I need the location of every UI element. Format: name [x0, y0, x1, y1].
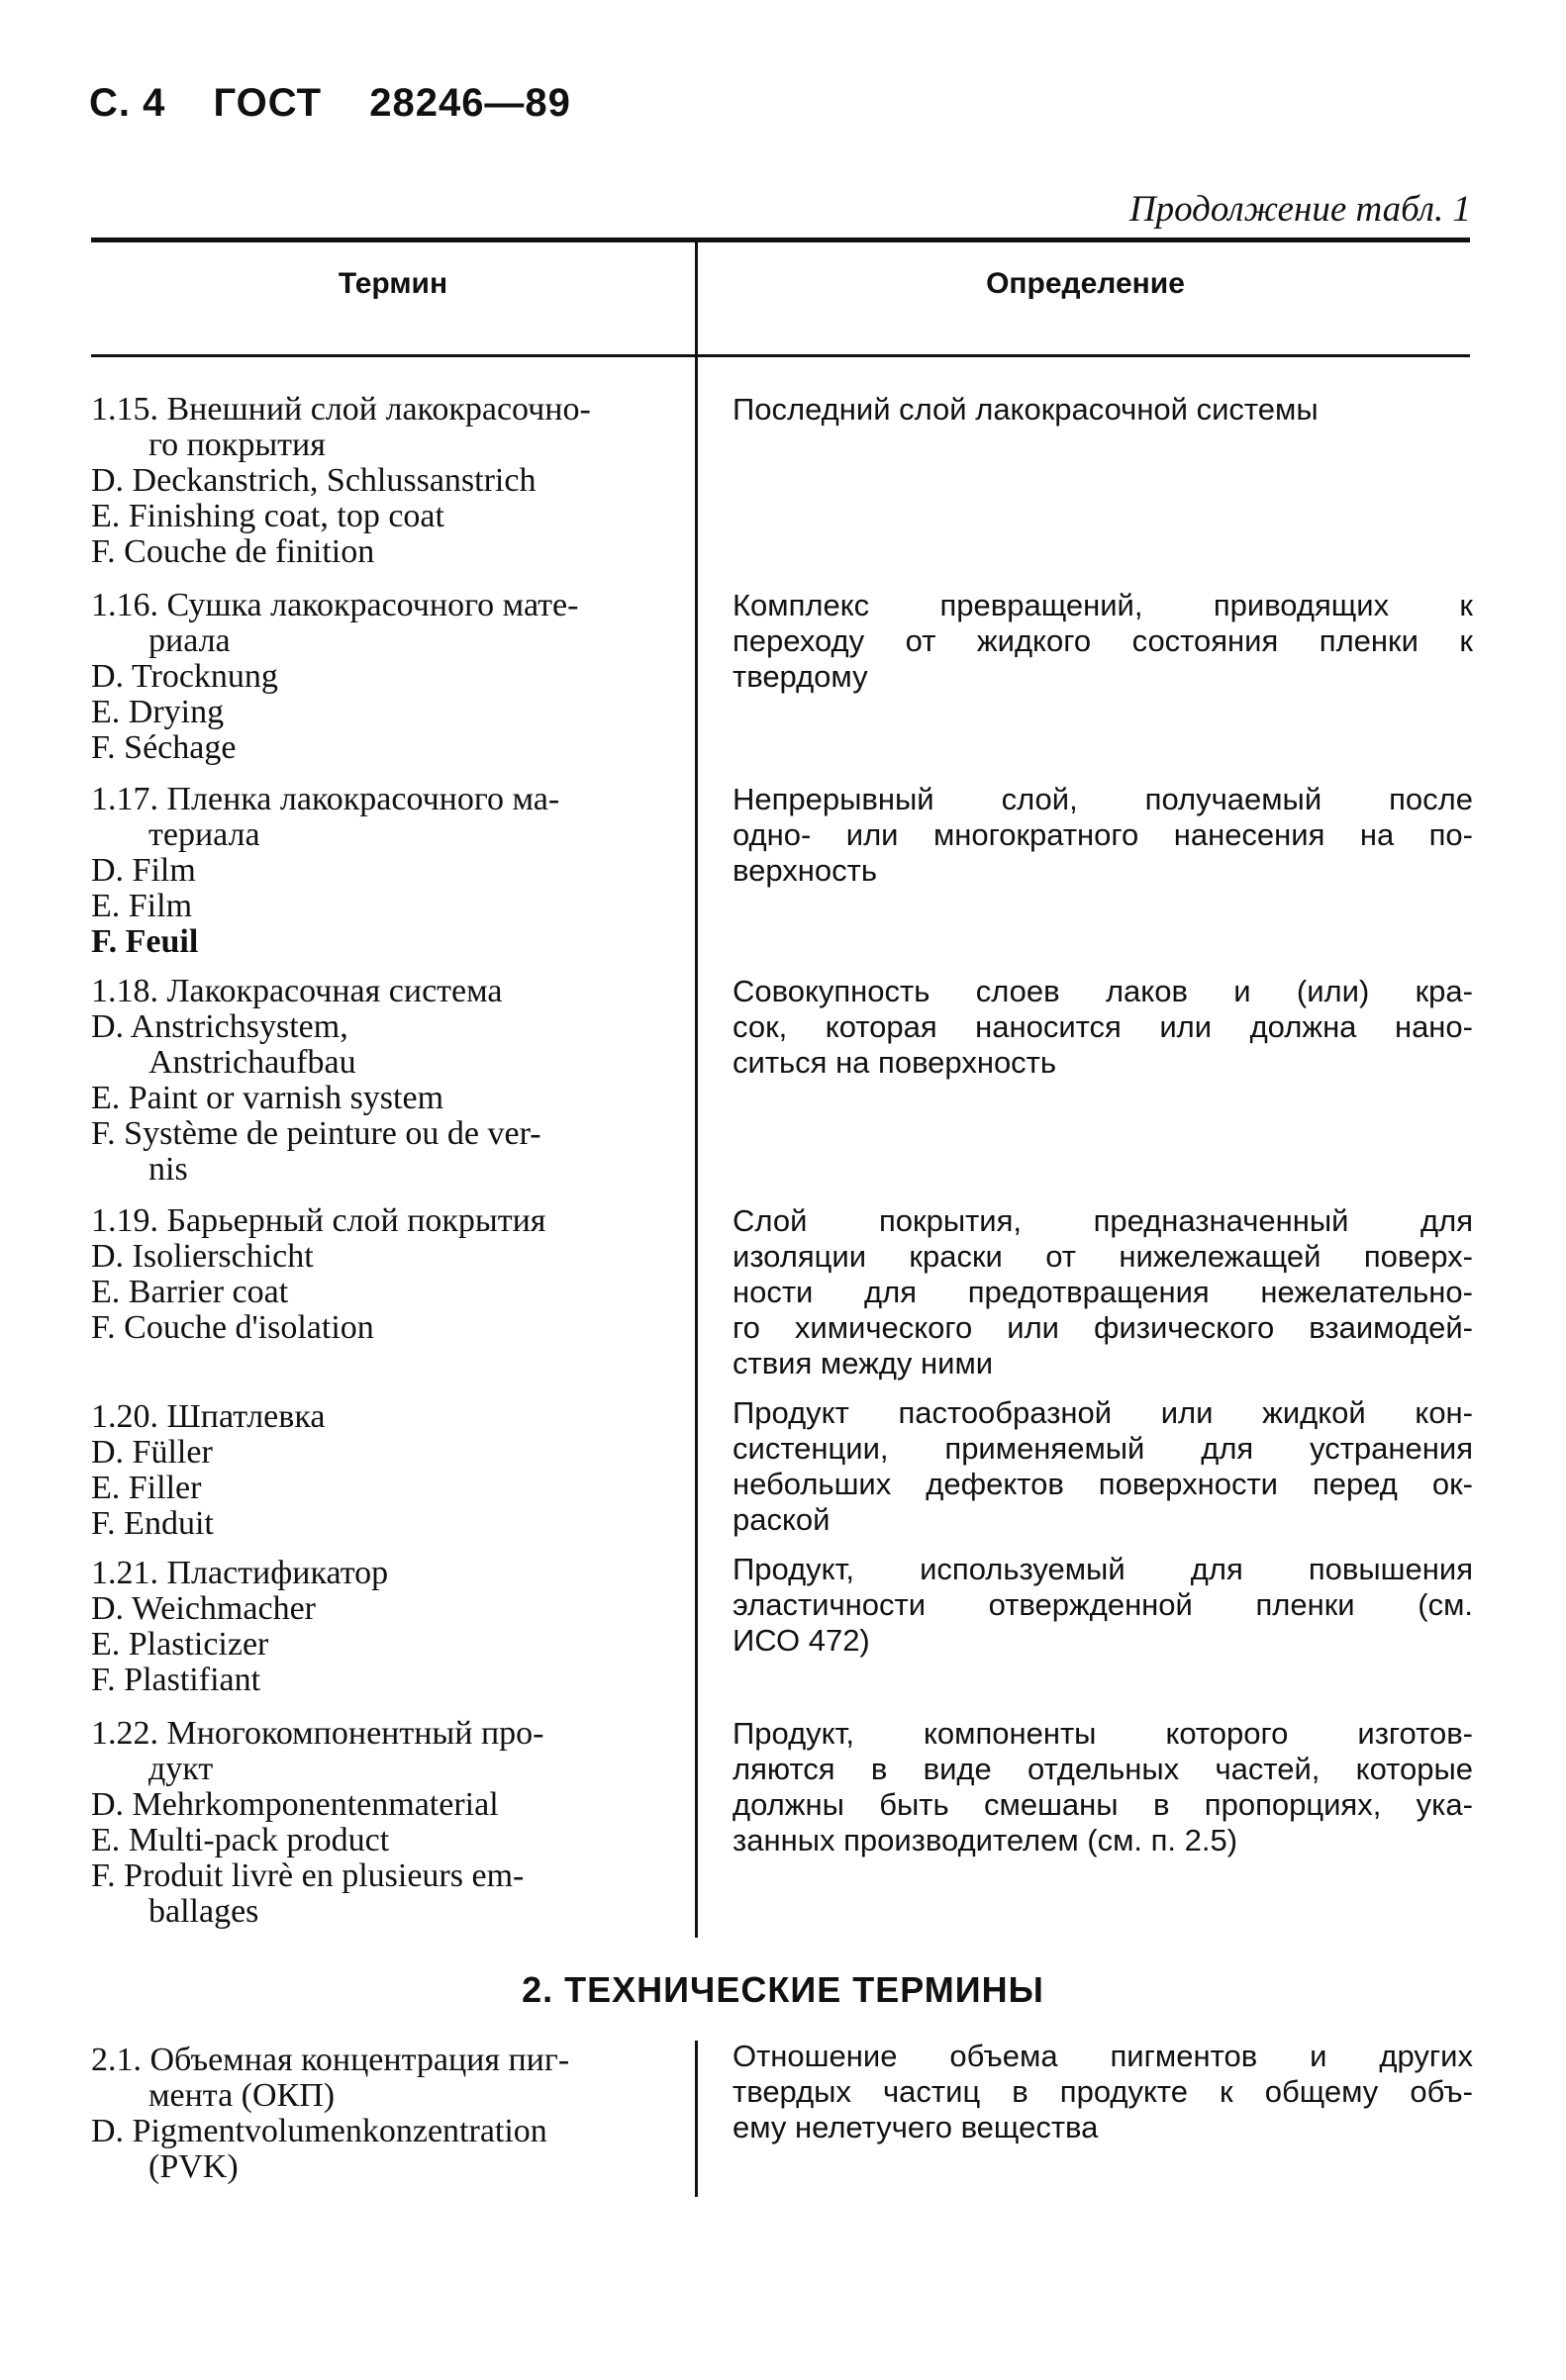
term-line: E. Filler [91, 1470, 202, 1506]
term-line: D. Pigmentvolumenkonzentration [91, 2113, 547, 2149]
definition-line: Комплекс превращений, приводящих к [733, 588, 1473, 622]
term-1-19 [91, 1203, 675, 1346]
definition-line: Совокупность слоев лаков и (или) кра- [733, 974, 1473, 1008]
term-line: E. Paint or varnish system [91, 1080, 444, 1116]
term-line: 1.18. Лакокрасочная система [91, 973, 503, 1009]
section-title-technical-terms: 2. ТЕХНИЧЕСКИЕ ТЕРМИНЫ [522, 1969, 1044, 2010]
definition-1-22 [733, 1716, 1473, 1858]
term-line: F. Plastifiant [91, 1662, 261, 1698]
definition-1-15 [733, 392, 1473, 428]
term-line: E. Multi-pack product [91, 1822, 390, 1858]
term-line: F. Système de peinture ou de ver- [91, 1115, 541, 1152]
definition-line: сок, которая наносится или должна нано- [733, 1009, 1473, 1044]
definition-1-18 [733, 974, 1473, 1081]
definition-line: должны быть смешаны в пропорциях, ука- [733, 1787, 1473, 1822]
term-line: D. Weichmacher [91, 1590, 316, 1627]
definition-line: ствия между ними [733, 1346, 994, 1380]
term-line: F. Séchage [91, 729, 237, 766]
definition-line: раской [733, 1502, 831, 1537]
term-1-21 [91, 1556, 675, 1698]
page-header [89, 81, 607, 126]
definition-line: твердому [733, 659, 868, 694]
term-1-22 [91, 1716, 675, 1930]
page-number: С. 4 [89, 81, 166, 125]
column-header-definition: Определение [986, 267, 1185, 300]
term-line: 1.15. Внешний слой лакокрасочно- [91, 391, 591, 428]
term-line: риала [148, 622, 231, 659]
definition-line: систенции, применяемый для устранения [733, 1431, 1473, 1466]
term-line: E. Film [91, 888, 193, 924]
term-line: D. Film [91, 852, 196, 889]
term-line: D. Trocknung [91, 658, 278, 695]
term-line: D. Anstrichsystem, [91, 1008, 348, 1045]
term-line: териала [148, 816, 260, 853]
definition-line: го химического или физического взаимодей- [733, 1310, 1473, 1345]
definition-line: ему нелетучего вещества [733, 2110, 1099, 2144]
definition-line: Продукт пастообразной или жидкой кон- [733, 1395, 1473, 1430]
definition-line: Продукт, используемый для повышения [733, 1552, 1473, 1586]
definition-line: Продукт, компоненты которого изготов- [733, 1716, 1473, 1751]
term-1-16 [91, 588, 675, 766]
definition-1-16 [733, 588, 1473, 695]
term-line: ballages [148, 1893, 259, 1930]
definition-1-17 [733, 782, 1473, 889]
section1-column-divider [695, 357, 698, 1938]
definition-1-19 [733, 1203, 1473, 1381]
definition-line: небольших дефектов поверхности перед ок- [733, 1467, 1473, 1501]
term-line: E. Drying [91, 694, 225, 730]
term-line: F. Feuil [91, 923, 199, 960]
term-1-17 [91, 782, 675, 960]
term-line: мента (ОКП) [148, 2077, 336, 2114]
definition-line: ИСО 472) [733, 1623, 870, 1658]
definition-line: Последний слой лакокрасочной системы [733, 392, 1319, 427]
standard-number: 28246—89 [369, 81, 571, 125]
definition-line: эластичности отвержденной пленки (см. [733, 1587, 1473, 1622]
definition-1-20 [733, 1395, 1473, 1538]
term-line: Anstrichaufbau [148, 1044, 356, 1081]
term-line: 1.21. Пластификатор [91, 1555, 389, 1591]
definition-line: Слой покрытия, предназначенный для [733, 1203, 1473, 1238]
term-line: F. Produit livrè en plusieurs em- [91, 1857, 525, 1894]
definition-line: изоляции краски от нижележащей поверх- [733, 1239, 1473, 1274]
term-line: (PVK) [148, 2148, 239, 2185]
definition-line: Непрерывный слой, получаемый после [733, 782, 1473, 816]
term-line: 1.19. Барьерный слой покрытия [91, 1202, 546, 1239]
definition-line: переходу от жидкого состояния пленки к [733, 623, 1473, 658]
term-line: F. Couche d'isolation [91, 1309, 374, 1346]
table-continuation-label: Продолжение табл. 1 [1128, 189, 1471, 230]
definition-line: ляются в виде отдельных частей, которые [733, 1752, 1473, 1786]
term-1-20 [91, 1399, 675, 1542]
term-line: E. Finishing coat, top coat [91, 498, 444, 534]
term-line: E. Plasticizer [91, 1626, 269, 1663]
standard-label: ГОСТ [213, 81, 323, 125]
term-line: F. Couche de finition [91, 533, 375, 570]
term-line: дукт [148, 1751, 214, 1787]
term-line: D. Deckanstrich, Schlussanstrich [91, 462, 537, 499]
term-1-15 [91, 392, 675, 570]
term-line: 1.16. Сушка лакокрасочного мате- [91, 587, 579, 623]
term-line: D. Füller [91, 1434, 213, 1471]
definition-2-1 [733, 2039, 1473, 2145]
definition-line: верхность [733, 853, 877, 888]
term-line: D. Mehrkomponentenmaterial [91, 1786, 499, 1823]
definition-line: ности для предотвращения нежелательно- [733, 1275, 1473, 1309]
definition-line: занных производителем (см. п. 2.5) [733, 1823, 1238, 1857]
definition-line: ситься на поверхность [733, 1045, 1057, 1080]
definition-line: твердых частиц в продукте к общему объ- [733, 2074, 1473, 2109]
term-line: D. Isolierschicht [91, 1238, 314, 1275]
definition-line: Отношение объема пигментов и других [733, 2039, 1473, 2073]
term-line: 1.17. Пленка лакокрасочного ма- [91, 781, 560, 817]
table-header-rule [91, 354, 1470, 357]
term-line: nis [148, 1151, 188, 1188]
term-line: 1.20. Шпатлевка [91, 1398, 326, 1435]
term-line: F. Enduit [91, 1505, 214, 1542]
term-1-18 [91, 974, 675, 1188]
term-line: E. Barrier coat [91, 1274, 289, 1310]
definition-line: одно- или многократного нанесения на по- [733, 817, 1473, 852]
term-line: 1.22. Многокомпонентный про- [91, 1715, 544, 1752]
term-line: го покрытия [148, 427, 326, 463]
section2-column-divider [695, 2041, 698, 2197]
term-line: 2.1. Объемная концентрация пиг- [91, 2042, 570, 2078]
table-top-rule [91, 238, 1470, 242]
definition-1-21 [733, 1552, 1473, 1659]
term-2-1 [91, 2043, 675, 2185]
column-header-term: Термин [338, 267, 448, 300]
